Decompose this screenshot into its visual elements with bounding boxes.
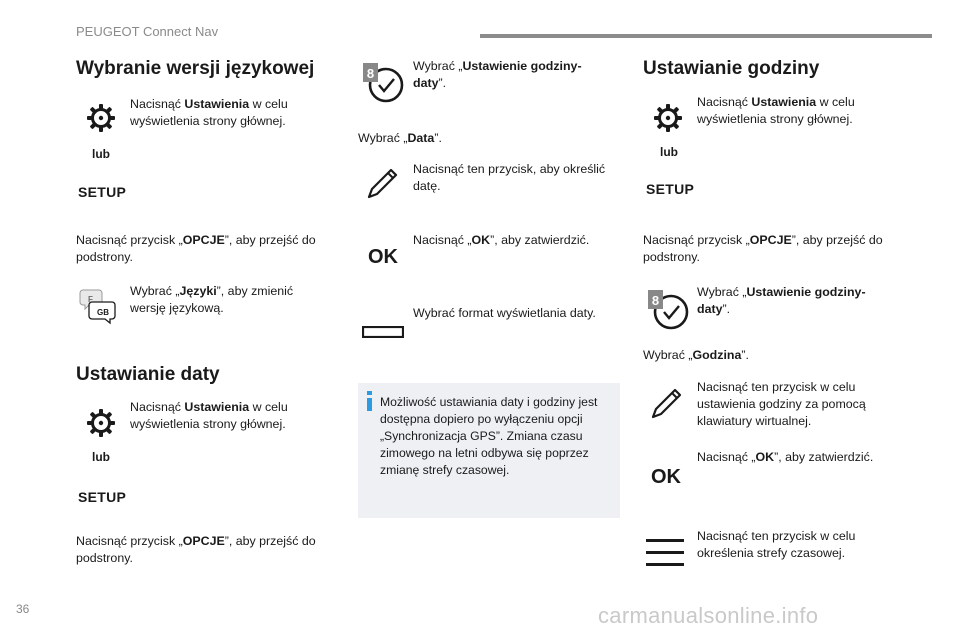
time-step-1: Nacisnąć Ustawienia w celu wyświetlenia strony głównej. (697, 95, 855, 126)
running-header: PEUGEOT Connect Nav (76, 24, 219, 39)
date-step-5: Nacisnąć ten przycisk, aby określić datę. (413, 162, 606, 193)
info-icon (367, 391, 372, 395)
time-step-7: Nacisnąć ten przycisk w celu określenia strefy czasowej. (697, 529, 856, 560)
page-number: 36 (16, 602, 30, 616)
clock-icon-digit: 8 (366, 66, 375, 81)
lang-step-3: Wybrać „Języki”, aby zmienić wersję językową. (130, 284, 294, 315)
heading-date: Ustawianie daty (76, 364, 220, 385)
flag-letter-f: F (88, 295, 93, 304)
time-step-5: Nacisnąć ten przycisk w celu ustawienia godziny za pomocą klawiatury wirtualnej. (697, 380, 866, 428)
header-rule (480, 34, 932, 38)
gear-icon (86, 103, 116, 133)
date-step-6: Nacisnąć „OK”, aby zatwierdzić. (413, 233, 590, 247)
ok-button-label: OK (651, 466, 681, 488)
info-note (358, 383, 620, 518)
menu-lines-icon (645, 537, 685, 569)
time-step-3: Wybrać „Ustawienie godziny-daty”. (697, 285, 866, 316)
flag-letter-gb: GB (97, 308, 109, 317)
date-step-3: Wybrać „Ustawienie godziny-daty”. (413, 59, 582, 90)
clock-icon-digit: 8 (651, 293, 660, 308)
or-label: lub (660, 145, 678, 159)
lang-step-2: Nacisnąć przycisk „OPCJE”, aby przejść do podstrony. (76, 233, 316, 264)
or-label: lub (92, 147, 110, 161)
heading-time: Ustawianie godziny (643, 58, 820, 79)
setup-button-label: SETUP (78, 184, 127, 200)
clock-settings-icon (362, 60, 406, 104)
pencil-icon (366, 164, 402, 200)
date-step-7: Wybrać format wyświetlania daty. (413, 306, 596, 320)
format-bar-icon (362, 326, 404, 338)
info-note-text: Możliwość ustawiania daty i godziny jest dostępna dopiero po wyłączeniu opcji „Synchronizacja GPS”. Zmiana czasu zimowego na letni odbywa się poprzez zmianę strefy czasowej. (380, 395, 598, 477)
date-step-1: Nacisnąć Ustawienia w celu wyświetlenia strony głównej. (130, 400, 288, 431)
time-step-4: Wybrać „Godzina”. (643, 348, 749, 362)
ok-button-label: OK (368, 246, 398, 268)
date-step-4: Wybrać „Data”. (358, 131, 442, 145)
gear-icon (86, 408, 116, 438)
setup-button-label: SETUP (646, 181, 695, 197)
heading-language: Wybranie wersji językowej (76, 58, 315, 79)
date-step-2: Nacisnąć przycisk „OPCJE”, aby przejść do podstrony. (76, 534, 316, 565)
pencil-icon (650, 384, 686, 420)
gear-icon (653, 103, 683, 133)
setup-button-label: SETUP (78, 489, 127, 505)
language-flag-icon (78, 288, 120, 326)
lang-step-1: Nacisnąć Ustawienia w celu wyświetlenia strony głównej. (130, 97, 288, 128)
info-icon-stem (367, 398, 372, 411)
or-label: lub (92, 450, 110, 464)
clock-settings-icon (647, 287, 691, 331)
time-step-2: Nacisnąć przycisk „OPCJE”, aby przejść do podstrony. (643, 233, 883, 264)
watermark: carmanualsonline.info (598, 603, 819, 628)
time-step-6: Nacisnąć „OK”, aby zatwierdzić. (697, 450, 874, 464)
